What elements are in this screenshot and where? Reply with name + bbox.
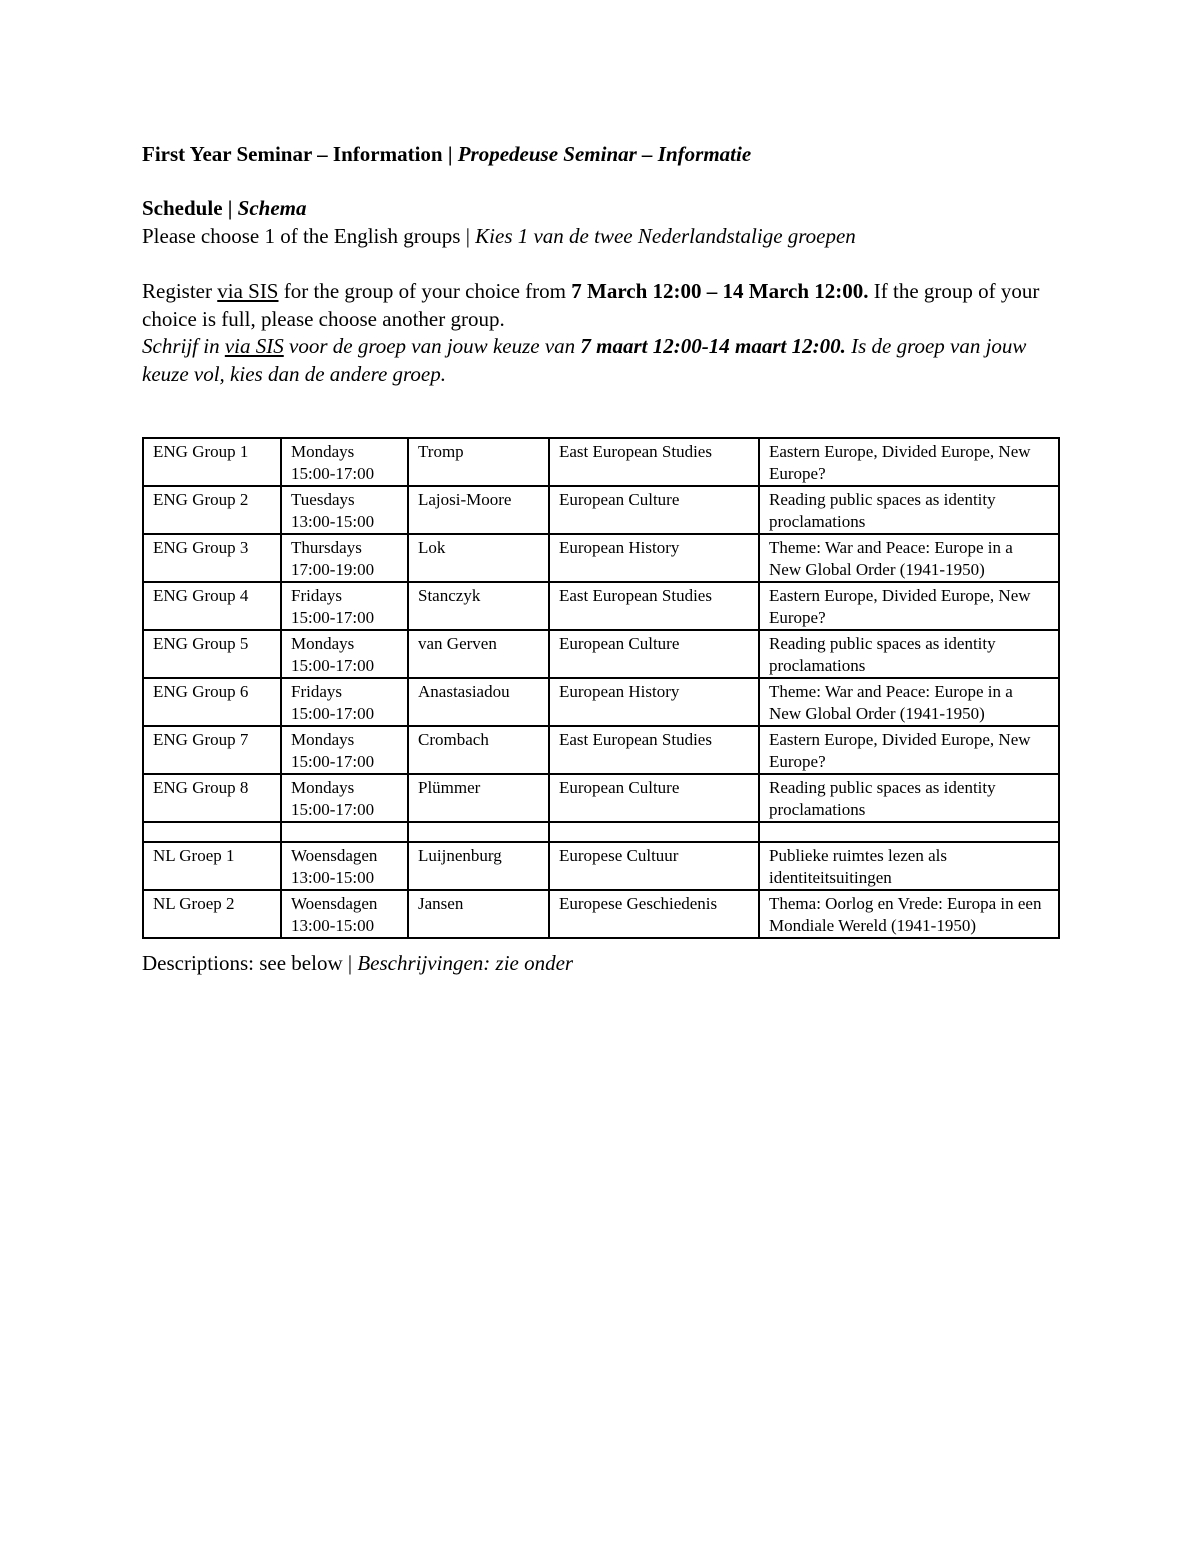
theme-text: Theme: War and Peace: Europe in a New Global Order (1941-1950)	[769, 682, 1013, 723]
day-text: Woensdagen	[291, 894, 378, 913]
group-name: ENG Group 6	[153, 682, 249, 701]
group-cell	[143, 774, 281, 822]
time-text: 15:00-17:00	[291, 608, 375, 627]
day-text: Fridays	[291, 586, 342, 605]
teacher-cell	[408, 630, 549, 678]
schedule-cell	[281, 582, 408, 630]
track-name: Europese Cultuur	[559, 846, 679, 865]
table-row	[143, 890, 1059, 938]
register-en-dates: 7 March 12:00 – 14 March 12:00.	[571, 279, 869, 303]
theme-text: Eastern Europe, Divided Europe, New Europe?	[769, 442, 1031, 483]
group-cell	[143, 630, 281, 678]
page-title	[142, 142, 751, 167]
table-row	[143, 678, 1059, 726]
descriptions-note	[142, 951, 573, 976]
schedule-table	[142, 437, 1060, 939]
schedule-cell	[281, 842, 408, 890]
table-row	[143, 582, 1059, 630]
time-text: 13:00-15:00	[291, 868, 375, 887]
day-text: Mondays	[291, 634, 355, 653]
title-dutch: Propedeuse Seminar – Informatie	[457, 142, 752, 166]
group-cell	[143, 842, 281, 890]
theme-cell	[759, 582, 1059, 630]
theme-text: Theme: War and Peace: Europe in a New Global Order (1941-1950)	[769, 538, 1013, 579]
track-name: Europese Geschiedenis	[559, 894, 718, 913]
schedule-cell	[281, 678, 408, 726]
theme-text: Thema: Oorlog en Vrede: Europa in een Mondiale Wereld (1941-1950)	[769, 894, 1042, 935]
theme-text: Reading public spaces as identity proclamations	[769, 490, 996, 531]
track-cell	[549, 726, 759, 774]
teacher-name: Anastasiadou	[418, 682, 510, 701]
theme-text: Eastern Europe, Divided Europe, New Europe?	[769, 730, 1031, 771]
track-cell	[549, 486, 759, 534]
track-cell	[549, 774, 759, 822]
theme-cell	[759, 726, 1059, 774]
teacher-cell	[408, 842, 549, 890]
track-name: East European Studies	[559, 442, 712, 461]
track-cell	[549, 534, 759, 582]
schedule-cell	[281, 774, 408, 822]
theme-cell	[759, 534, 1059, 582]
schedule-cell	[281, 486, 408, 534]
group-name: NL Groep 2	[153, 894, 235, 913]
table-row	[143, 774, 1059, 822]
group-cell	[143, 726, 281, 774]
group-name: ENG Group 7	[153, 730, 249, 749]
teacher-name: Jansen	[418, 894, 464, 913]
register-nl-sis-link[interactable]: via SIS	[224, 334, 284, 358]
theme-text: Reading public spaces as identity proclamations	[769, 778, 996, 819]
theme-text: Eastern Europe, Divided Europe, New Europe?	[769, 586, 1031, 627]
teacher-name: Lok	[418, 538, 446, 557]
day-text: Mondays	[291, 778, 355, 797]
empty-cell	[549, 822, 759, 842]
teacher-cell	[408, 890, 549, 938]
schedule-cell	[281, 890, 408, 938]
empty-cell	[281, 822, 408, 842]
schedule-heading-dutch: Schema	[237, 196, 307, 220]
track-name: European Culture	[559, 634, 680, 653]
theme-cell	[759, 774, 1059, 822]
group-cell	[143, 678, 281, 726]
group-name: NL Groep 1	[153, 846, 235, 865]
theme-cell	[759, 890, 1059, 938]
descriptions-dutch: Beschrijvingen: zie onder	[357, 951, 574, 975]
group-name: ENG Group 8	[153, 778, 249, 797]
schedule-cell	[281, 726, 408, 774]
day-text: Thursdays	[291, 538, 362, 557]
group-cell	[143, 534, 281, 582]
track-cell	[549, 582, 759, 630]
day-text: Tuesdays	[291, 490, 355, 509]
track-cell	[549, 842, 759, 890]
theme-text: Publieke ruimtes lezen als identiteitsuitingen	[769, 846, 947, 887]
track-cell	[549, 890, 759, 938]
register-en-pre: Register	[142, 279, 218, 303]
table-row	[143, 486, 1059, 534]
group-name: ENG Group 3	[153, 538, 249, 557]
group-name: ENG Group 5	[153, 634, 249, 653]
teacher-cell	[408, 438, 549, 486]
day-text: Mondays	[291, 730, 355, 749]
schedule-heading-english: Schedule |	[142, 196, 238, 220]
table-row	[143, 726, 1059, 774]
teacher-name: Luijnenburg	[418, 846, 502, 865]
track-name: East European Studies	[559, 586, 712, 605]
empty-cell	[143, 822, 281, 842]
group-name: ENG Group 2	[153, 490, 249, 509]
schedule-cell	[281, 630, 408, 678]
choose-group-instruction	[142, 224, 856, 249]
choose-dutch: Kies 1 van de twee Nederlandstalige groepen	[475, 224, 856, 248]
group-name: ENG Group 4	[153, 586, 249, 605]
schedule-cell	[281, 534, 408, 582]
teacher-cell	[408, 726, 549, 774]
register-en-mid: for the group of your choice from	[278, 279, 572, 303]
time-text: 13:00-15:00	[291, 512, 375, 531]
teacher-name: Stanczyk	[418, 586, 481, 605]
track-name: European History	[559, 682, 680, 701]
theme-cell	[759, 630, 1059, 678]
register-paragraph-dutch	[142, 332, 1060, 388]
register-en-sis-link[interactable]: via SIS	[217, 279, 279, 303]
group-cell	[143, 438, 281, 486]
teacher-cell	[408, 534, 549, 582]
table-row	[143, 842, 1059, 890]
table-row	[143, 534, 1059, 582]
register-en-post: If the group of your choice is full, please choose another group.	[142, 279, 1040, 331]
teacher-name: Crombach	[418, 730, 489, 749]
register-nl-post: Is de groep van jouw keuze vol, kies dan de andere groep.	[142, 334, 1027, 386]
day-text: Woensdagen	[291, 846, 378, 865]
track-cell	[549, 630, 759, 678]
track-name: European Culture	[559, 490, 680, 509]
group-cell	[143, 890, 281, 938]
teacher-name: van Gerven	[418, 634, 497, 653]
theme-cell	[759, 438, 1059, 486]
group-cell	[143, 582, 281, 630]
table-row	[143, 630, 1059, 678]
teacher-cell	[408, 678, 549, 726]
teacher-name: Lajosi-Moore	[418, 490, 512, 509]
choose-english: Please choose 1 of the English groups |	[142, 224, 476, 248]
time-text: 15:00-17:00	[291, 752, 375, 771]
register-paragraph-english	[142, 277, 1060, 333]
time-text: 13:00-15:00	[291, 916, 375, 935]
track-name: East European Studies	[559, 730, 712, 749]
time-text: 15:00-17:00	[291, 704, 375, 723]
schedule-cell	[281, 438, 408, 486]
table-spacer-row	[143, 822, 1059, 842]
teacher-name: Tromp	[418, 442, 464, 461]
teacher-name: Plümmer	[418, 778, 481, 797]
day-text: Fridays	[291, 682, 342, 701]
time-text: 17:00-19:00	[291, 560, 375, 579]
register-nl-mid: voor de groep van jouw keuze van	[283, 334, 581, 358]
track-cell	[549, 438, 759, 486]
time-text: 15:00-17:00	[291, 800, 375, 819]
theme-text: Reading public spaces as identity proclamations	[769, 634, 996, 675]
schedule-heading	[142, 196, 306, 221]
group-name: ENG Group 1	[153, 442, 249, 461]
time-text: 15:00-17:00	[291, 656, 375, 675]
group-cell	[143, 486, 281, 534]
track-name: European History	[559, 538, 680, 557]
register-nl-pre: Schrijf in	[142, 334, 225, 358]
track-cell	[549, 678, 759, 726]
register-nl-dates: 7 maart 12:00-14 maart 12:00.	[580, 334, 846, 358]
teacher-cell	[408, 486, 549, 534]
teacher-cell	[408, 582, 549, 630]
descriptions-english: Descriptions: see below |	[142, 951, 358, 975]
theme-cell	[759, 678, 1059, 726]
empty-cell	[408, 822, 549, 842]
title-english: First Year Seminar – Information |	[142, 142, 458, 166]
day-text: Mondays	[291, 442, 355, 461]
table-row	[143, 438, 1059, 486]
time-text: 15:00-17:00	[291, 464, 375, 483]
teacher-cell	[408, 774, 549, 822]
track-name: European Culture	[559, 778, 680, 797]
theme-cell	[759, 842, 1059, 890]
schedule-table-body	[143, 438, 1059, 938]
empty-cell	[759, 822, 1059, 842]
theme-cell	[759, 486, 1059, 534]
